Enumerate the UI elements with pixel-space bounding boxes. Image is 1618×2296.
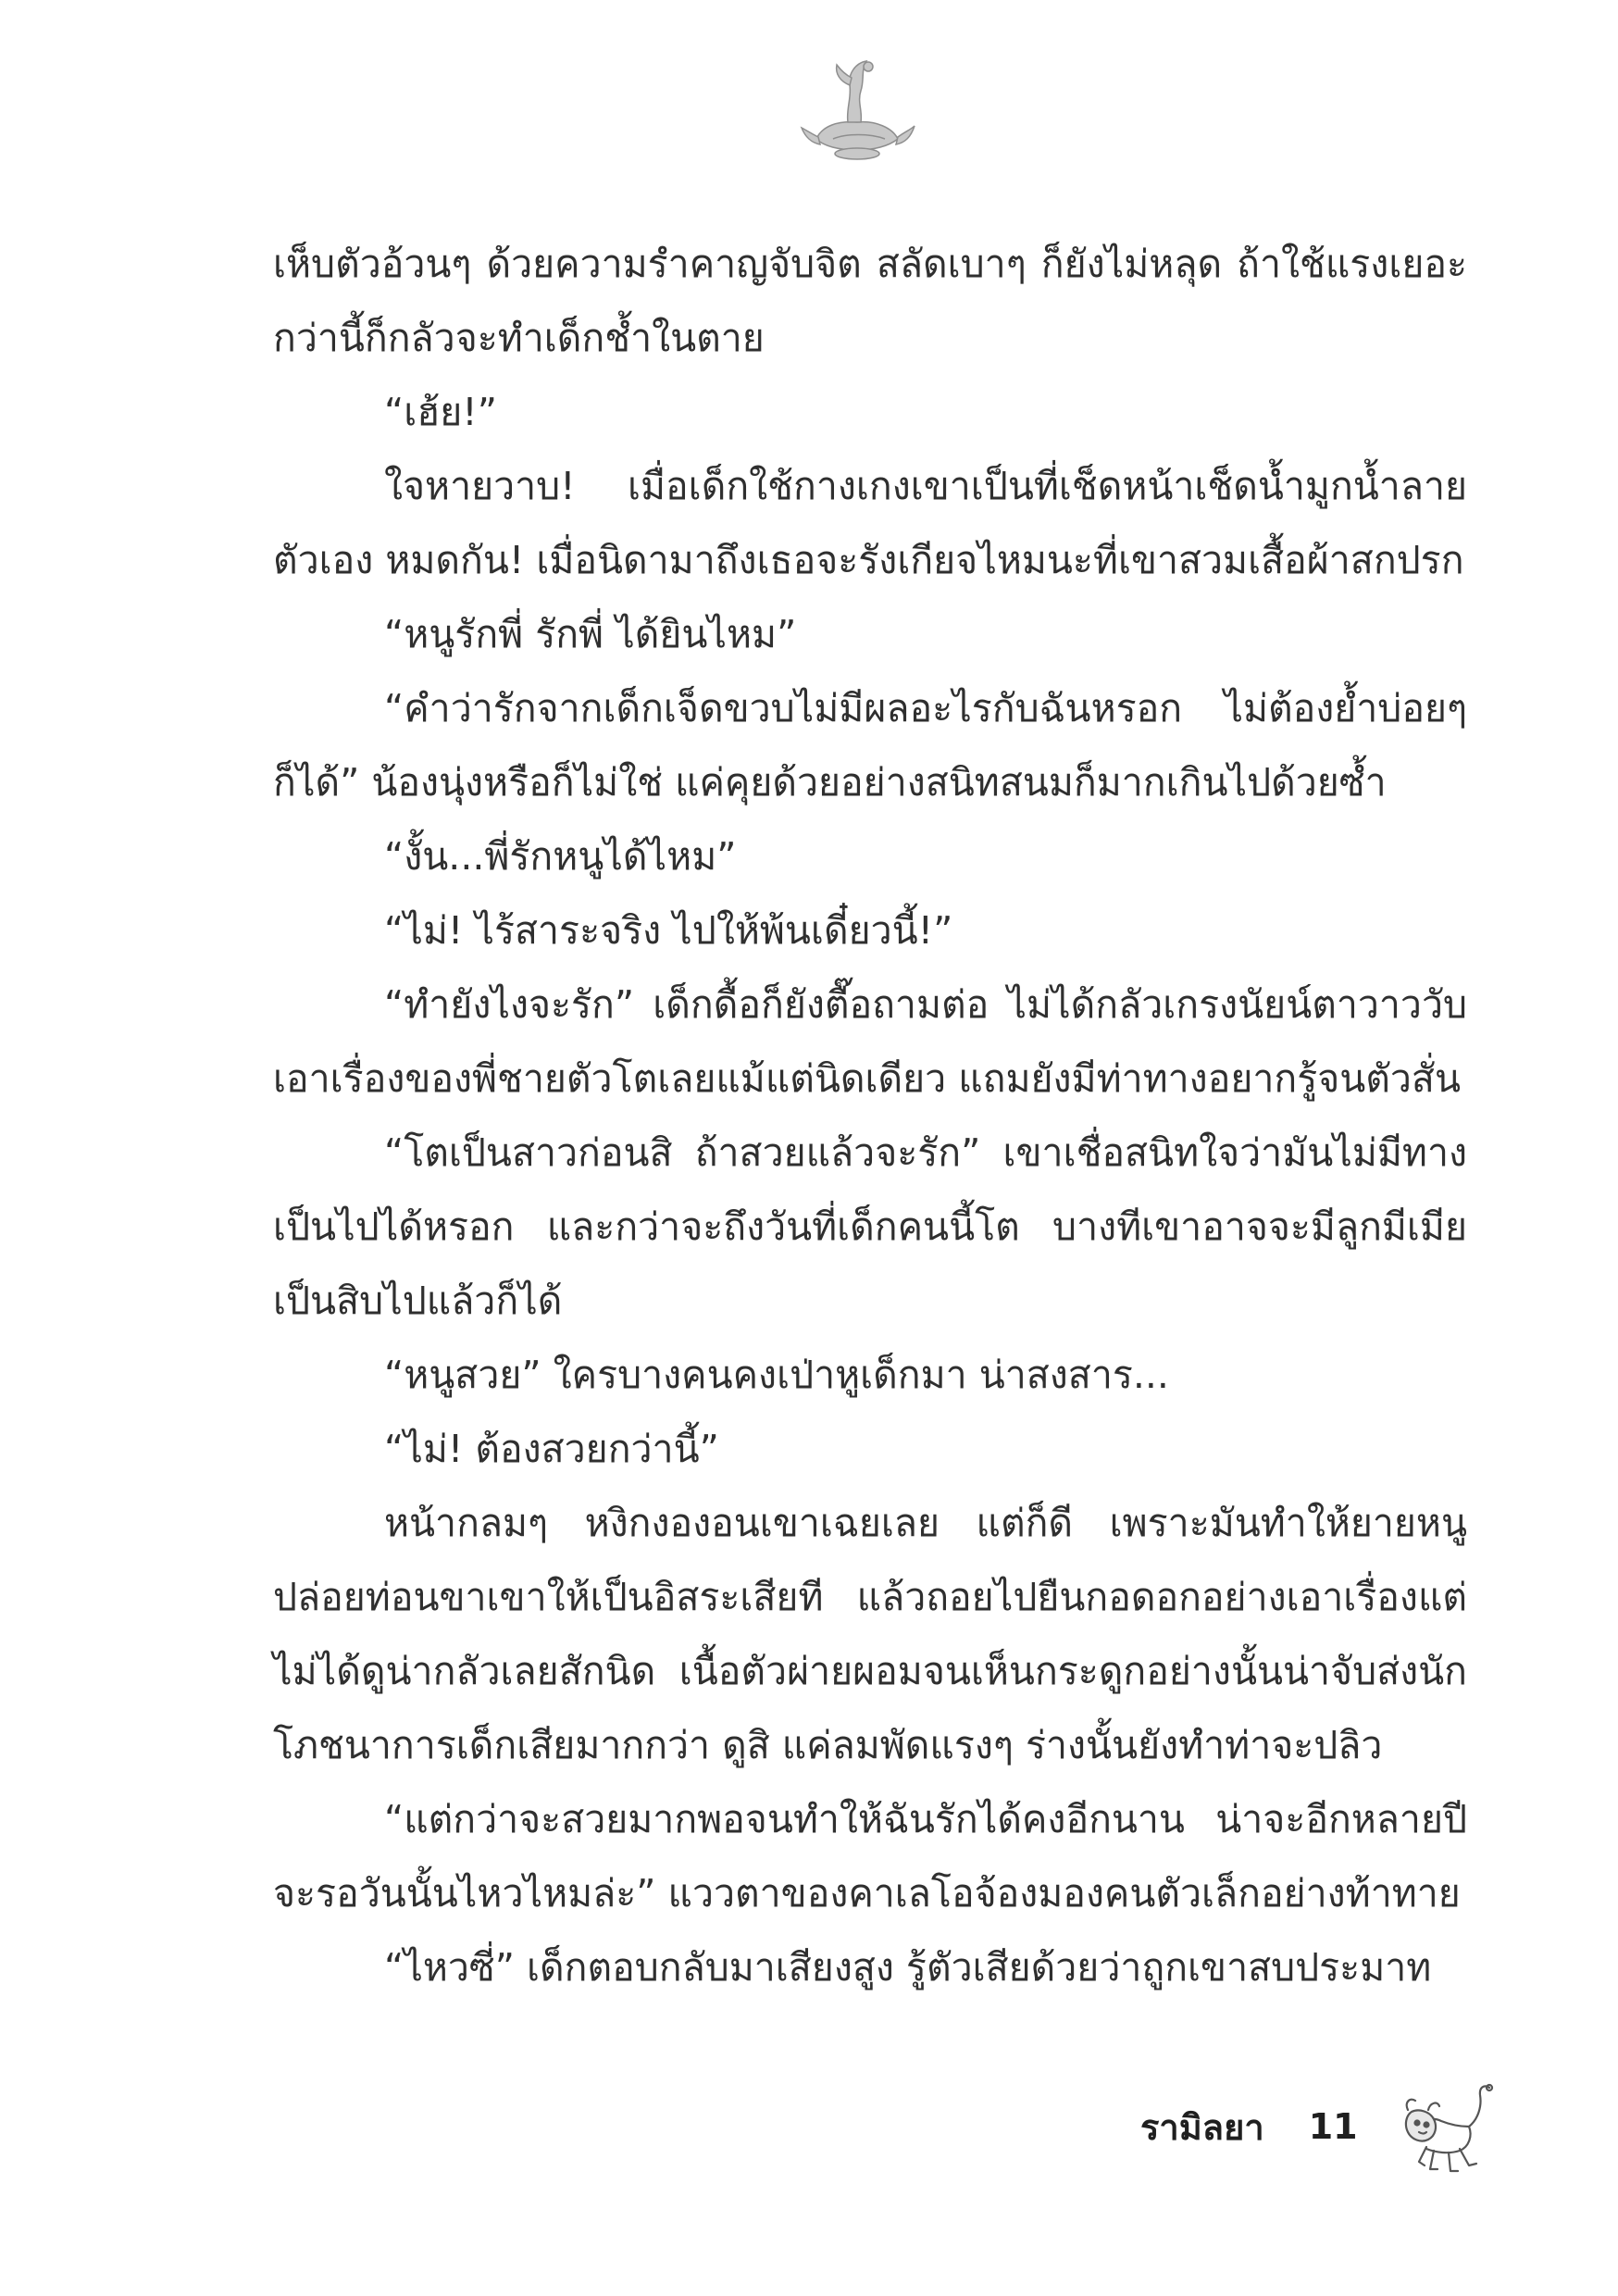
- paragraph: “หนูสวย” ใครบางคนคงเป่าหูเด็กมา น่าสงสาร...: [384, 1353, 1169, 1397]
- paragraph: “งั้น...พี่รักหนูได้ไหม”: [384, 834, 737, 879]
- paragraph: ใจหายวาบ! เมื่อเด็กใช้กางเกงเขาเป็นที่เช็ดหน้าเช็ดน้ำมูกน้ำลายตัวเอง หมดกัน! เมื่อนิดามาถึงเธอจะรังเกียจไหมนะที่เขาสวมเสื้อผ้าสกปรก: [273, 464, 1467, 582]
- paragraph: “ไม่! ต้องสวยกว่านี้”: [384, 1427, 719, 1471]
- paragraph: “เฮ้ย!”: [384, 390, 497, 434]
- paragraph: “ไม่! ไร้สาระจริง ไปให้พ้นเดี๋ยวนี้!”: [384, 908, 953, 953]
- paragraph: “ไหวซี่” เด็กตอบกลับมาเสียงสูง รู้ตัวเสียด้วยว่าถูกเขาสบประมาท: [384, 1945, 1432, 1990]
- page-footer: [1140, 2094, 1358, 2159]
- genie-lamp-icon: [796, 54, 916, 174]
- paragraph: “คำว่ารักจากเด็กเจ็ดขวบไม่มีผลอะไรกับฉันหรอก ไม่ต้องย้ำบ่อยๆ ก็ได้” น้องนุ่งหรือก็ไม่ใช่ แค่คุยด้วยอย่างสนิทสนมก็มากเกินไปด้วยซ้ำ: [273, 686, 1467, 805]
- paragraph: “แต่กว่าจะสวยมากพอจนทำให้ฉันรักได้คงอีกนาน น่าจะอีกหลายปีจะรอวันนั้นไหวไหมล่ะ” แววตาของคาเลโอจ้องมองคนตัวเล็กอย่างท้าทาย: [273, 1797, 1467, 1915]
- paragraph: “หนูรักพี่ รักพี่ ได้ยินไหม”: [384, 612, 797, 656]
- lion-mascot-icon: [1393, 2078, 1495, 2180]
- paragraph: “ทำยังไงจะรัก” เด็กดื้อก็ยังตื๊อถามต่อ ไม่ได้กลัวเกรงนัยน์ตาวาววับเอาเรื่องของพี่ชายตัวโตเลยแม้แต่นิดเดียว แถมยังมีท่าทางอยากรู้จนตัวสั่น: [273, 982, 1467, 1101]
- paragraph: “โตเป็นสาวก่อนสิ ถ้าสวยแล้วจะรัก” เขาเชื่อสนิทใจว่ามันไม่มีทางเป็นไปได้หรอก และกว่าจะถึงวันที่เด็กคนนี้โต บางทีเขาอาจจะมีลูกมีเมียเป็นสิบไปแล้วก็ได้: [273, 1130, 1467, 1323]
- page-number: 11: [1308, 2106, 1358, 2147]
- body-text: [273, 227, 1467, 2004]
- book-title: รามิลยา: [1140, 2106, 1264, 2148]
- paragraph: เห็บตัวอ้วนๆ ด้วยความรำคาญจับจิต สลัดเบาๆ ก็ยังไม่หลุด ถ้าใช้แรงเยอะกว่านี้ก็กลัวจะทำเด็กช้ำในตาย: [273, 242, 1467, 360]
- paragraph: หน้ากลมๆ หงิกงองอนเขาเฉยเลย แต่ก็ดี เพราะมันทำให้ยายหนูปล่อยท่อนขาเขาให้เป็นอิสระเสียที แล้วถอยไปยืนกอดอกอย่างเอาเรื่องแต่ไม่ได้ดูน่ากลัวเลยสักนิด เนื้อตัวผ่ายผอมจนเห็นกระดูกอย่างนั้นน่าจับส่งนักโภชนาการเด็กเสียมากกว่า ดูสิ แค่ลมพัดแรงๆ ร่างนั้นยังทำท่าจะปลิว: [273, 1501, 1467, 1767]
